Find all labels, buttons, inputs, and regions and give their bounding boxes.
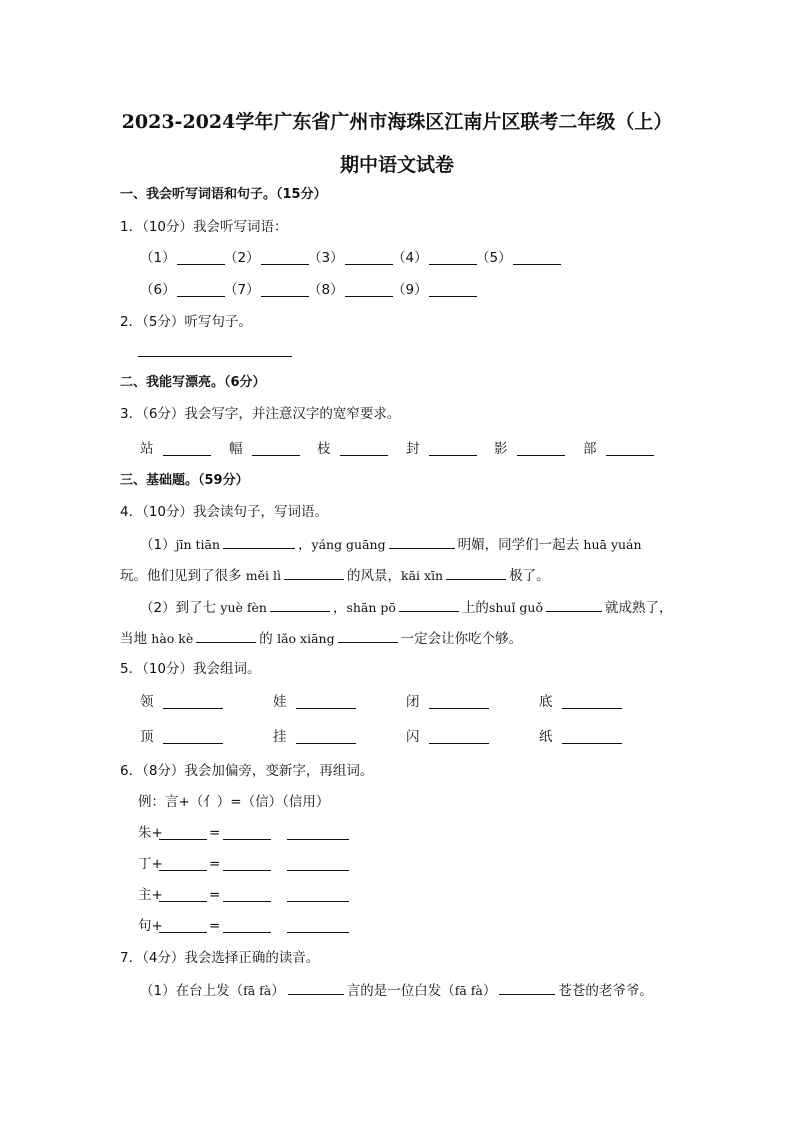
q5-char-3: 闭 (406, 694, 420, 710)
q1-label-8: （8） (308, 282, 344, 298)
q4-pinyin-shanpo: shān pō (346, 600, 396, 615)
q4-pinyin-meili: měi lì (245, 568, 282, 583)
q6-radical-blank-3[interactable] (159, 887, 207, 902)
q4-text8: 的 (259, 631, 273, 647)
q4-text7: 当地 (120, 631, 147, 647)
q1-label-4: （4） (392, 250, 428, 266)
q7-blank-1[interactable] (288, 980, 344, 995)
q6-word-blank-1[interactable] (287, 825, 349, 840)
q1-blank-5[interactable] (513, 250, 561, 265)
q5-char-1: 领 (140, 694, 154, 710)
q6-base-4: 句+ (138, 918, 163, 934)
q1-blank-2[interactable] (261, 250, 309, 265)
q4-blank-2[interactable] (389, 534, 455, 549)
q3-blank-2[interactable] (252, 441, 300, 456)
q7-pinyin-options-2: fā fà (454, 983, 483, 998)
q4-blank-3[interactable] (284, 565, 344, 580)
q6-word-blank-4[interactable] (287, 918, 349, 933)
q4-text9: 一定会让你吃个够。 (400, 631, 523, 647)
q7-p1-text-c: 言的是一位白发（ (346, 983, 455, 999)
q6-equals-1: = (209, 825, 221, 841)
q3-stem: 3．（6分）我会写字，并注意汉字的宽窄要求。 (120, 406, 401, 422)
q5-blank-6[interactable] (296, 729, 356, 744)
q5-blank-8[interactable] (562, 729, 622, 744)
q5-char-5: 顶 (140, 729, 154, 745)
q6-base-2: 丁+ (138, 856, 163, 872)
q4-pinyin-huayuan: huā yuán (583, 537, 642, 552)
q1-blank-6[interactable] (177, 282, 225, 297)
q6-char-blank-2[interactable] (223, 856, 271, 871)
q4-text6: 就成熟了， (605, 600, 673, 616)
q3-char-2: 幅 (229, 441, 243, 457)
q3-char-row (140, 440, 660, 460)
q5-row2 (140, 728, 640, 748)
q5-row1 (140, 693, 640, 713)
q7-blank-2[interactable] (499, 980, 555, 995)
q1-label-9: （9） (392, 282, 428, 298)
q5-char-6: 挂 (273, 729, 287, 745)
q4-text3: 的风景， (347, 568, 402, 584)
q1-blank-4[interactable] (429, 250, 477, 265)
q4-sep2: ， (332, 600, 347, 616)
q6-equals-2: = (209, 856, 221, 872)
q6-row-1 (138, 824, 358, 844)
q5-char-7: 闪 (406, 729, 420, 745)
q4-para1-line2 (120, 565, 550, 585)
q6-equals-4: = (209, 918, 221, 934)
q6-stem: 6．（8分）我会加偏旁，变新字，再组词。 (120, 763, 374, 779)
q7-p1-text-a: （1）在台上发（ (140, 983, 244, 999)
q3-blank-3[interactable] (340, 441, 388, 456)
q6-radical-blank-1[interactable] (159, 825, 207, 840)
q4-pinyin-yuefen: yuè fèn (220, 600, 267, 615)
q1-label-5: （5） (476, 250, 512, 266)
q4-blank-6[interactable] (399, 597, 459, 612)
q4-para2-line2 (120, 628, 522, 648)
section1-heading: 一、我会听写词语和句子。（15分） (120, 187, 327, 202)
q1-blank-7[interactable] (261, 282, 309, 297)
q5-blank-2[interactable] (296, 694, 356, 709)
q6-char-blank-4[interactable] (223, 918, 271, 933)
q3-blank-4[interactable] (429, 441, 477, 456)
q3-char-6: 部 (583, 441, 597, 457)
q5-blank-5[interactable] (163, 729, 223, 744)
q7-p1-paren-1: ） (271, 983, 285, 999)
q1-label-2: （2） (224, 250, 260, 266)
q6-char-blank-1[interactable] (223, 825, 271, 840)
q3-blank-1[interactable] (163, 441, 211, 456)
section2-heading: 二、我能写漂亮。（6分） (120, 375, 266, 390)
q5-stem: 5．（10分）我会组词。 (120, 661, 261, 677)
q5-blank-4[interactable] (562, 694, 622, 709)
q4-text1: 明媚，同学们一起去 (457, 537, 580, 553)
q4-text2: 玩。他们见到了很多 (120, 568, 242, 584)
q4-text4: 极了。 (509, 568, 550, 584)
q4-p2-label: （2）到了七 (140, 600, 217, 616)
q1-label-7: （7） (224, 282, 260, 298)
q4-blank-1[interactable] (223, 534, 295, 549)
q4-text5: 上的 (461, 600, 489, 616)
q4-pinyin-laoxiang: lǎo xiāng (277, 631, 335, 646)
q1-label-6: （6） (140, 282, 176, 298)
q3-char-4: 封 (406, 441, 420, 457)
q4-pinyin-jintian: jīn tiān (175, 537, 221, 552)
q4-pinyin-yangguang: yáng guāng (311, 537, 386, 552)
q6-word-blank-3[interactable] (287, 887, 349, 902)
q1-row2 (140, 281, 580, 301)
q7-part1 (140, 980, 653, 1000)
q6-row-4 (138, 917, 358, 937)
q4-sep1: ， (298, 537, 312, 553)
q1-blank-3[interactable] (345, 250, 393, 265)
q6-word-blank-2[interactable] (287, 856, 349, 871)
q5-char-2: 娃 (273, 694, 287, 710)
q1-stem: 1．（10分）我会听写词语： (120, 219, 288, 235)
q4-stem: 4．（10分）我会读句子，写词语。 (120, 504, 329, 520)
q6-char-blank-3[interactable] (223, 887, 271, 902)
q4-blank-4[interactable] (446, 565, 506, 580)
q7-p1-paren-2: ） (482, 983, 497, 999)
q4-blank-5[interactable] (270, 597, 330, 612)
q4-pinyin-kaixin: kāi xīn (401, 568, 444, 583)
q6-row-3 (138, 886, 358, 906)
q6-radical-blank-2[interactable] (159, 856, 207, 871)
q4-blank-7[interactable] (546, 597, 602, 612)
q1-label-3: （3） (308, 250, 344, 266)
q6-equals-3: = (209, 887, 221, 903)
q1-blank-8[interactable] (345, 282, 393, 297)
q3-char-1: 站 (140, 441, 154, 457)
q7-stem: 7．（4分）我会选择正确的读音。 (120, 950, 320, 966)
q3-char-3: 枝 (317, 441, 331, 457)
q6-base-3: 主+ (138, 887, 163, 903)
q7-p1-text-e: 苍苍的老爷爷。 (558, 983, 653, 999)
exam-title-line1: 2023-2024学年广东省广州市海珠区江南片区联考二年级（上） (121, 111, 673, 133)
q7-pinyin-options-1: fā fà (243, 983, 272, 998)
q6-radical-blank-4[interactable] (159, 918, 207, 933)
q4-blank-8[interactable] (196, 628, 256, 643)
q4-pinyin-shuiguo: shuǐ guǒ (488, 600, 544, 615)
exam-title-line2: 期中语文试卷 (339, 154, 454, 176)
q4-para2-line1 (140, 597, 673, 617)
q3-char-5: 影 (494, 441, 508, 457)
q2-sentence-blank[interactable] (138, 342, 292, 357)
q1-blank-1[interactable] (177, 250, 225, 265)
q1-row1 (140, 249, 580, 269)
q5-blank-1[interactable] (163, 694, 223, 709)
q4-para1-line1 (140, 534, 642, 554)
q5-char-4: 底 (539, 694, 553, 710)
q4-p1-label: （1） (140, 537, 176, 553)
q1-label-1: （1） (140, 250, 176, 266)
q3-blank-5[interactable] (517, 441, 565, 456)
q3-blank-6[interactable] (606, 441, 654, 456)
q5-blank-3[interactable] (429, 694, 489, 709)
q5-char-8: 纸 (539, 729, 553, 745)
q1-blank-9[interactable] (429, 282, 477, 297)
q6-base-1: 朱+ (138, 825, 163, 841)
q2-stem: 2．（5分）听写句子。 (120, 314, 252, 330)
q6-example: 例：言+（亻）=（信）（信用） (138, 794, 330, 810)
q4-blank-9[interactable] (338, 628, 398, 643)
q6-row-2 (138, 855, 358, 875)
section3-heading: 三、基础题。（59分） (120, 473, 249, 488)
q5-blank-7[interactable] (429, 729, 489, 744)
q4-pinyin-haoke: hào kè (151, 631, 194, 646)
